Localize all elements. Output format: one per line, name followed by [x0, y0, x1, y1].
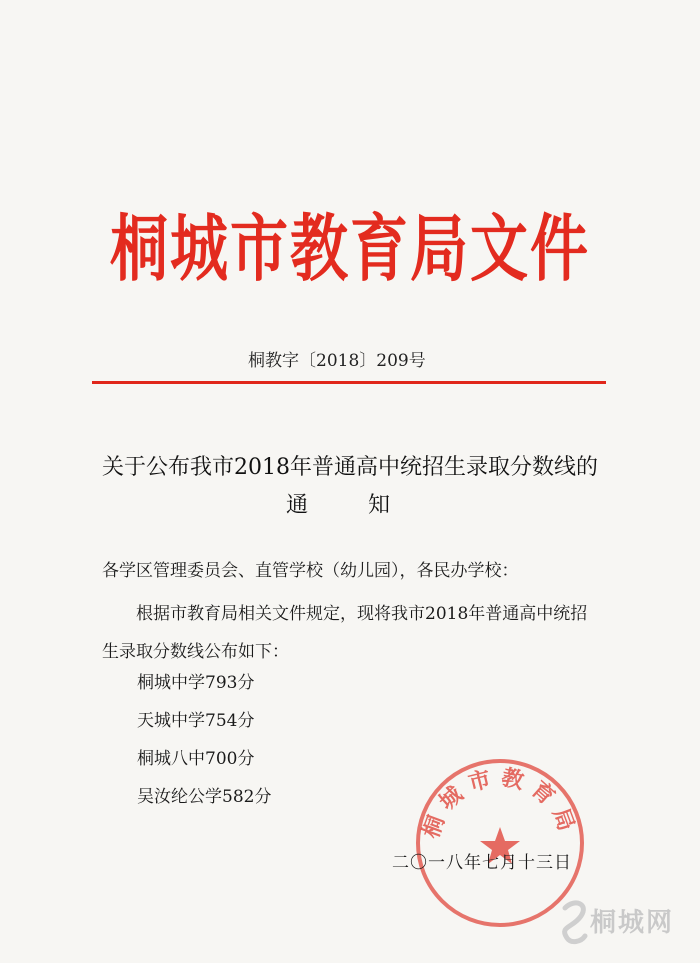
red-divider-line — [92, 381, 606, 384]
issuer-header-title: 桐城市教育局文件 — [109, 206, 590, 292]
watermark-text: 桐城网 — [590, 908, 675, 938]
document-number: 桐教字〔2018〕209号 — [248, 351, 426, 371]
notice-title-line-1: 关于公布我市2018年普通高中统招生录取分数线的 — [102, 455, 598, 480]
addressee-line: 各学区管理委员会、直管学校（幼儿园），各民办学校： — [102, 561, 519, 581]
score-item: 桐城中学793分 — [137, 673, 255, 693]
issue-date: 二〇一八年七月十三日 — [392, 853, 572, 873]
score-item: 吴汝纶公学582分 — [137, 787, 272, 807]
body-paragraph: 根据市教育局相关文件规定，现将我市2018年普通高中统招生录取分数线公布如下： — [102, 604, 588, 662]
seal-text: 桐城市教育局 — [418, 765, 582, 842]
score-item: 桐城八中700分 — [137, 749, 255, 769]
score-item: 天城中学754分 — [137, 711, 255, 731]
notice-title-line-2: 通知 — [286, 493, 451, 518]
